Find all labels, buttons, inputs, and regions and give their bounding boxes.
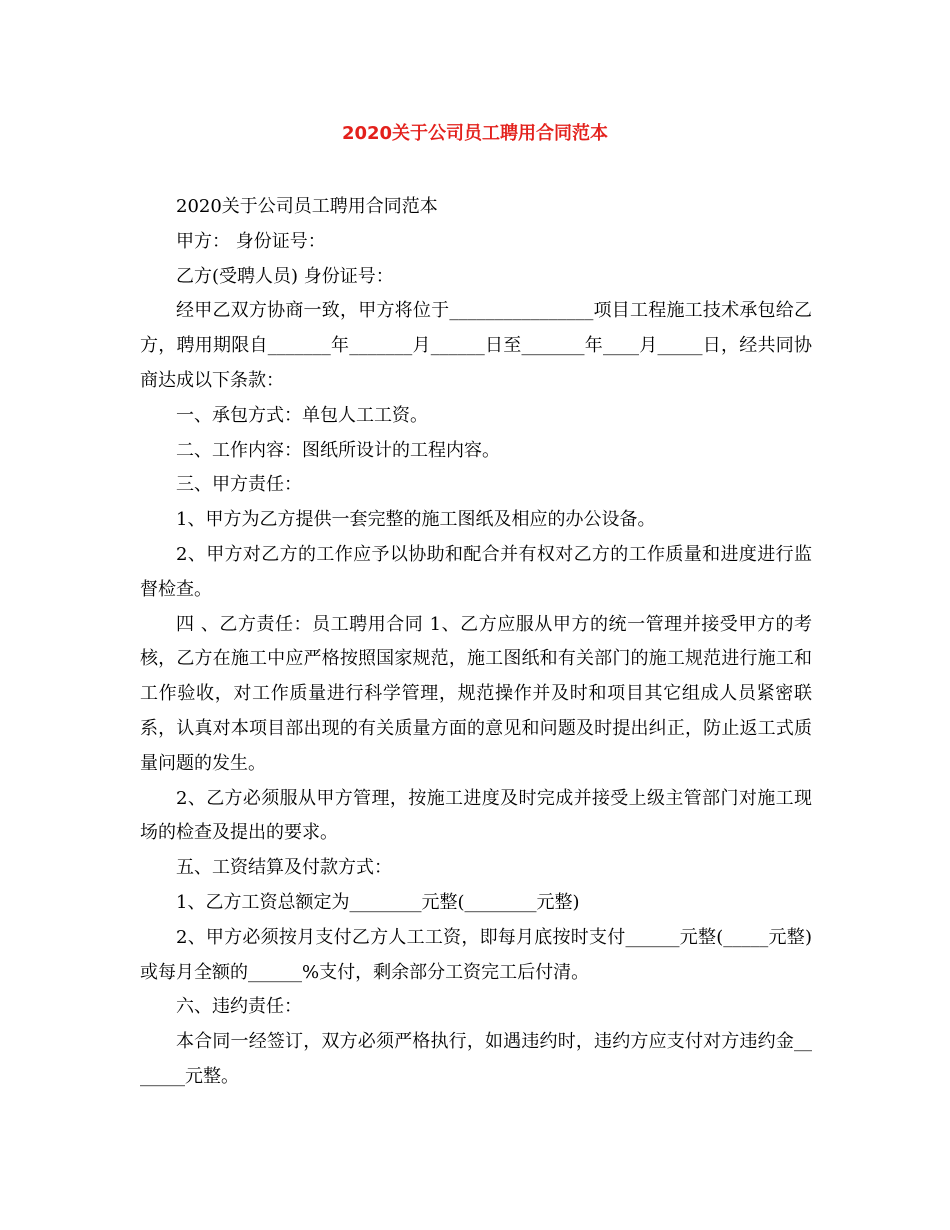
paragraph-work-content: 二、工作内容：图纸所设计的工程内容。 [176,439,500,461]
paragraph-party-a-duty-2: 2、甲方对乙方的工作应予以协助和配合并有权对乙方的工作质量和进度进行监督检查。 [140,543,812,600]
paragraph-party-a-duties-heading: 三、甲方责任： [176,474,302,496]
paragraph-payment-1: 1、乙方工资总额定为________元整(________元整) [176,891,580,913]
document-title: 2020关于公司员工聘用合同范本 [341,123,609,144]
paragraph-party-b-duties: 四 、乙方责任：员工聘用合同 1、乙方应服从甲方的统一管理并接受甲方的考核，乙方在施工中应严格按照国家规范，施工图纸和有关部门的施工规范进行施工和工作验收，对工作质量进行科学管理，规范操作并及时和项目其它组成人员紧密联系，认真对本项目部出现的有关质量方面的意见和问题及时提出纠正，防止返工式质量问题的发生。 [140,613,812,774]
paragraph-party-b-duty-2: 2、乙方必须服从甲方管理，按施工进度及时完成并接受上级主管部门对施工现场的检查及提出的要求。 [140,787,812,844]
paragraph-agreement-intro: 经甲乙双方协商一致，甲方将位于________________项目工程施工技术承包给乙方，聘用期限自_______年_______月______日至_______年____月_____日，经共同协商达成以下条款： [140,300,812,391]
paragraph-breach-heading: 六、违约责任： [176,996,302,1018]
paragraph-contract-method: 一、承包方式：单包人工工资。 [176,404,428,426]
paragraph-payment-heading: 五、工资结算及付款方式： [176,857,392,879]
paragraph-party-b: 乙方(受聘人员) 身份证号： [176,265,394,287]
paragraph-party-a: 甲方： 身份证号： [176,230,326,252]
paragraph-payment-2: 2、甲方必须按月支付乙方人工工资，即每月底按时支付______元整(_____元整)或每月全额的______%支付，剩余部分工资完工后付清。 [140,926,812,983]
paragraph-party-a-duty-1: 1、甲方为乙方提供一套完整的施工图纸及相应的办公设备。 [176,509,656,531]
document-body [140,190,812,1095]
paragraph-breach-terms: 本合同一经签订，双方必须严格执行，如遇违约时，违约方应支付对方违约金_______元整。 [140,1031,812,1087]
paragraph-heading-repeat: 2020关于公司员工聘用合同范本 [176,196,438,217]
